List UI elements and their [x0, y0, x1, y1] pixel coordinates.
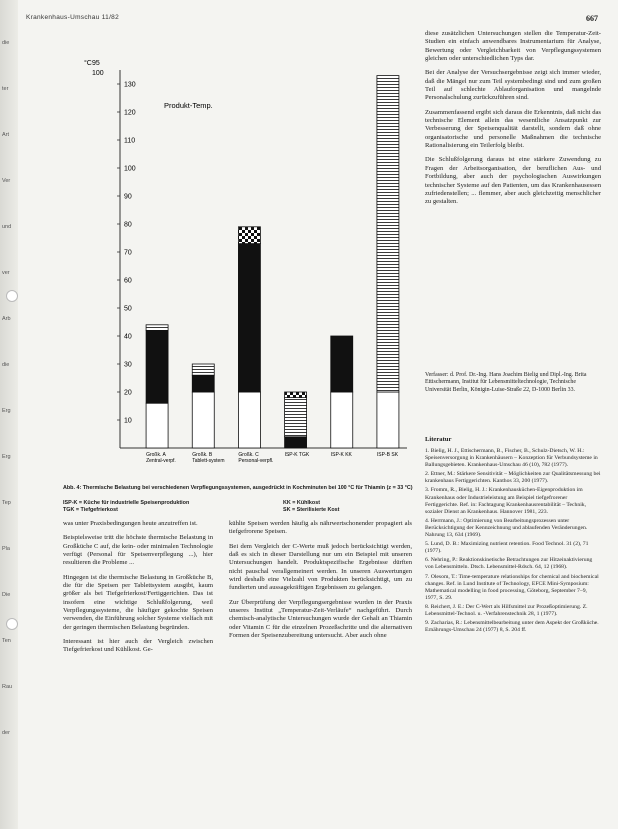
caption-text: Abb. 4: Thermische Belastung bei verschiedenen Verpflegungssystemen, ausgedrückt in Kochminuten bei 100 °C für Thiamin (z = 33 °C) — [63, 485, 413, 491]
y-tick-label: 30 — [124, 361, 132, 369]
y-tick-label: 40 — [124, 333, 132, 341]
bar-segment — [377, 392, 399, 448]
paragraph: Hingegen ist die thermische Belastung in Großküche B, die für die Speisen per Tablettsystem ausgibt, kaum größer als bei Tiefgefrierkost/Fertiggerichten. Das ist insofern eine wichtige Schlußfolgerung, weil Verpflegungssysteme, die häufiger gekochte Speisen verwenden, die Einführung solcher Systeme vielfach mit der geringen thermischen Belastung begründen. — [63, 573, 213, 631]
bar-6 — [377, 76, 399, 448]
adjacent-page-edge — [0, 0, 18, 829]
y-tick-label: 20 — [124, 389, 132, 397]
bar-segment — [238, 392, 260, 448]
reference-item: 7. Olesom, T.: Time-temperature relationships for chemical and biochemical changes. Ref. in Lund Institute of Technology, EFCE Mini-Symposium: Mathematical modelling in food processing, Göteborg, September 7–9, 1977, S. 29. — [425, 573, 599, 601]
margin-fragment: Rau — [2, 684, 13, 690]
category-label: Großk. B Tablett-system — [192, 452, 225, 464]
figure-caption — [63, 485, 413, 492]
reference-item: 8. Reichert, J. E.: Der C-Wert als Hilfsmittel zur Prozeßoptimierung. Z. Lebensmittel-Technol. u. -Verfahrenstechnik 28, 1 (1977). — [425, 603, 588, 617]
paragraph: Die Schlußfolgerung daraus ist eine stärkere Zuwendung zu Fragen der Arbeitsorganisation, der beruflichen Aus- und Fortbildung, aber auch der psychologischen Auswirkungen technischer Systeme auf den Patienten, um das Krankenhausessen zufriedenstellen; ... flemmer, aber auch gleichzeitig menschlicher zu gestalten. — [425, 156, 601, 206]
text-column-3 — [425, 30, 601, 213]
binder-hole-top — [6, 290, 18, 302]
bar-segment — [331, 336, 353, 392]
paragraph: Bei dem Vergleich der C-Werte muß jedoch berücksichtigt werden, daß es sich in dieser Darstellung nur um ein Beispiel mit unseren Untersuchungen handelt. Produktspezifische Ergebnisse dürften nicht pauschal verallgemeinert werden. In unseren Auswertungen wird deshalb eine Vielzahl von Produkten berücksichtigt, um zu fundierten und aussagekräftigen Ergebnissen zu gelangen. — [229, 542, 412, 592]
bar-segment — [146, 403, 168, 448]
author-affiliation: Verfasser: d. Prof. Dr.-Ing. Hans Joachim Bielig und Dipl.-Ing. Brita Ettischermann, Institut für Lebensmitteltechnologie, Technische Universität Berlin, Königin-Luise-Straße 22, D-1000 Berlin 33. — [425, 372, 587, 393]
bar-segment — [146, 330, 168, 403]
legend-item: ISP-K = Küche für industrielle Speisenproduktion — [63, 500, 190, 506]
page-number: 667 — [586, 14, 598, 23]
y-axis-secondary-label: 95 — [92, 60, 100, 67]
bar-4 — [285, 392, 307, 448]
reference-item: 1. Bielig, H. J., Ettischermann, B., Fischer, B., Schulz-Dietsch, W. H.: Speisenversorgung in Krankenhäusern – Konzeption für Verbundsysteme in Ballungsgebieten. Krankenhaus-Umschau 46 (10), 782 (1977). — [425, 448, 598, 469]
paragraph: Zur Überprüfung der Verpflegungsergebnisse wurden in der Praxis unseres Institut „Temperatur-Zeit-Verläufe“ nachgeführt. Durch chemisch-analytische Untersuchungen wurde der Gehalt an Thiamin oder Vitamin C für die einzelnen Prozeßschritte und die alternativen Formen der Speisenzubereitung untersucht. Aber auch ohne — [229, 598, 412, 640]
reference-item: 9. Zacharias, R.: Lebensmittelbearbeitung unter dem Aspekt der Großküche. Ernährungs-Umschau 24 (1977) 8, S. 204 ff. — [425, 620, 599, 634]
y-tick-label: 80 — [124, 221, 132, 229]
margin-fragment: die — [2, 40, 10, 46]
y-tick-label: 70 — [124, 249, 132, 257]
reference-item: 2. Ettner, M.: Stärkere Sensitivität – Möglichkeiten zur Qualitätsmessung bei krankenhaus Fertiggerichten. Kanthos 33, 200 (1977). — [425, 471, 601, 485]
text-column-1 — [63, 520, 213, 661]
literature-list — [425, 448, 601, 636]
paragraph: Beispielsweise tritt die höchste thermische Belastung in Großküche C auf, die kein- oder minimalen Technologie verfügt (Personal für Speisenverpflegung ...), hier resultieren die Probleme ... — [63, 534, 213, 567]
bar-segment — [285, 398, 307, 437]
bar-segment — [192, 392, 214, 448]
literature-heading: Literatur — [425, 436, 452, 443]
legend-item: SK = Sterilisierte Kost — [283, 507, 340, 513]
margin-fragment: und — [2, 224, 12, 230]
running-title: Krankenhaus-Umschau 11/82 — [26, 14, 120, 21]
reference-item: 6. Nehring, P.: Reaktionskinetische Betrachtungen zur Hitzeinaktivierung von Lebensmitteln. Dtsch. Lebensmittel-Rdsch. 64, 12 (1968). — [425, 557, 593, 571]
category-label: Großk. A Zentral-verpf. — [146, 452, 176, 464]
margin-fragment: Ten — [2, 638, 11, 644]
y-tick-label: 130 — [124, 81, 136, 89]
y-tick-label: 60 — [124, 277, 132, 285]
legend-item: TGK = Tiefgefrierkost — [63, 507, 118, 513]
margin-fragment: Arb — [2, 316, 11, 322]
temperature-bar-chart — [62, 50, 412, 480]
margin-fragment: die — [2, 362, 10, 368]
bar-segment — [377, 76, 399, 392]
margin-fragment: Tep — [2, 500, 11, 506]
category-label: Großk. C Personal-verpfl. — [238, 452, 274, 464]
paragraph: kühlte Speisen werden häufig als nährwertschonender propagiert als tiefgefrorene Speisen. — [229, 520, 412, 536]
bar-2 — [192, 364, 214, 448]
binder-hole-bottom — [6, 618, 18, 630]
reference-item: 5. Lund, D. B.: Maximizing nutrient retention. Food Technol. 31 (2), 71 (1977). — [425, 541, 589, 555]
margin-fragment: Pla — [2, 546, 10, 552]
y-tick-label: 50 — [124, 305, 132, 313]
margin-fragment: Die — [2, 592, 11, 598]
category-label: ISP-B SK — [376, 452, 399, 458]
margin-fragment: der — [2, 730, 10, 736]
y-tick-label: 100 — [124, 165, 136, 173]
margin-fragment: Erg — [2, 408, 11, 414]
margin-fragment: ter — [2, 86, 9, 92]
bar-segment — [285, 437, 307, 448]
paragraph: Bei der Analyse der Versuchsergebnisse zeigt sich immer wieder, daß die Mängel nur zum Teil systembedingt sind und zum großen Teil auf schlechte Ablauforganisation und mangelnde Personalschulung zurückzuführen sind. — [425, 69, 601, 102]
paragraph: was unter Praxisbedingungen heute anzutreffen ist. — [63, 520, 198, 527]
category-label: ISP-K KK — [330, 452, 352, 458]
y-axis-top-label: 100 — [92, 70, 104, 77]
y-tick-label: 110 — [124, 137, 136, 145]
y-axis-unit: °C — [84, 60, 92, 67]
bar-segment — [238, 244, 260, 392]
margin-fragment: Ver — [2, 178, 11, 184]
bar-segment — [192, 364, 214, 375]
paragraph: Interessant ist hier auch der Vergleich zwischen Tiefgefrierkost und Kühlkost. Ge- — [63, 638, 213, 654]
legend-right — [283, 500, 339, 514]
bar-segment — [238, 227, 260, 244]
margin-fragment: Erg — [2, 454, 11, 460]
chart-title: Produkt-Temp. — [164, 101, 213, 110]
bar-5 — [331, 336, 353, 448]
category-label: ISP-K TGK — [284, 452, 310, 458]
margin-fragment: Art — [2, 132, 10, 138]
bar-segment — [192, 375, 214, 392]
legend-left — [63, 500, 189, 514]
y-tick-label: 10 — [124, 417, 132, 425]
reference-item: 4. Herrmann, J.: Optimierung von Bearbeitungsprozessen unter Berücksichtigung der Kennzeichnung und ablaufenden Veränderungen. Nahrung 13, 634 (1969). — [425, 517, 588, 539]
bar-1 — [146, 325, 168, 448]
bar-segment — [331, 392, 353, 448]
reference-item: 3. Fromm, R., Bielig, H. J.: Krankenhausküchen-Eigenproduktion im Krankenhaus oder Industrieleistung am Beispiel tiefgefrorener Fertiggerichte. Ref. in: Fachtagung Krankenhausrentabilität – Technik, sozialer Dienst an Krankenhaus. Hannover 1981, 223. — [425, 487, 587, 515]
bar-segment — [285, 392, 307, 398]
legend-item: KK = Kühlkost — [283, 500, 320, 506]
y-tick-label: 90 — [124, 193, 132, 201]
bar-segment — [146, 325, 168, 331]
text-column-2 — [229, 520, 412, 646]
margin-fragment: ver — [2, 270, 10, 276]
y-tick-label: 120 — [124, 109, 136, 117]
paragraph: diese zusätzlichen Untersuchungen stellen die Temperatur-Zeit-Studien ein einfach anwendbares Instrumentarium für Analyse, Bewertung oder Vergleichbarkeit von Verpflegungssystemen gleichen oder unterschiedlichen Typs dar. — [425, 30, 601, 63]
paragraph: Zusammenfassend ergibt sich daraus die Erkenntnis, daß nicht das technische Element allein das wesentliche Ansatzpunkt zur Verbesserung der Speisenqualität darstellt, sondern daß ohne organisatorische und personelle Maßnahmen die technische Rationalisierung ein Teilerfolg bleibt. — [425, 108, 601, 150]
bar-3 — [238, 227, 260, 448]
